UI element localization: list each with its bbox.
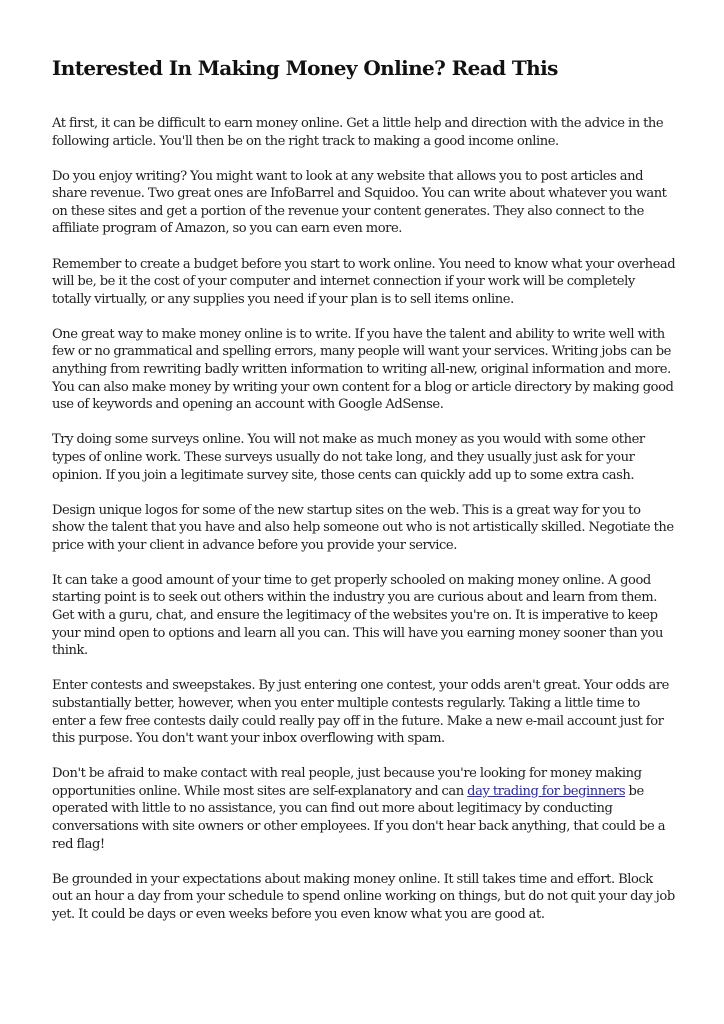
paragraph-surveys: Try doing some surveys online. You will not make as much money as you would with some other types of online work. These surveys usually do not take long, and they usually just ask for your opinion. If you join a legitimate survey site, those cents can quickly add up to some extra cash. [52, 432, 645, 483]
paragraph-contests: Enter contests and sweepstakes. By just entering one contest, your odds aren't great. Your odds are substantially better, however, when you enter multiple contests regularly. Taking a little time to enter a few free contests daily could really pay off in the future. Make a new e-mail account just for this purpose. You don't want your inbox overflowing with spam. [52, 678, 669, 747]
paragraph-expectations: Be grounded in your expectations about making money online. It still takes time and effort. Block out an hour a day from your schedule to spend online working on things, but do not quit your day job yet. It could be days or even weeks before you even know what you are good at. [52, 871, 675, 922]
document-title: Interested In Making Money Online? Read This [52, 56, 558, 80]
document-body [52, 115, 676, 941]
paragraph-contact-after: be operated with little to no assistance, you can find out more about legitimacy by conducting conversations with site owners or other employees. If you don't hear back anything, that could be a red flag! [52, 783, 666, 852]
paragraph-contact-before: Don't be afraid to make contact with real people, just because you're looking for money making opportunities online. While most sites are self-explanatory and can [52, 766, 642, 799]
paragraph-contact [52, 765, 676, 853]
paragraph-intro: At first, it can be difficult to earn money online. Get a little help and direction with the advice in the following article. You'll then be on the right track to making a good income online. [52, 116, 664, 149]
paragraph-budget: Remember to create a budget before you start to work online. You need to know what your overhead will be, be it the cost of your computer and internet connection if your work will be completely totally virtually, or any supplies you need if your plan is to sell items online. [52, 256, 676, 307]
paragraph-write-services: One great way to make money online is to write. If you have the talent and ability to write well with few or no grammatical and spelling errors, many people will want your services. Writing jobs can be anything from rewriting badly written information to writing all-new, original information and more. You can also make money by writing your own content for a blog or article directory by making good use of keywords and opening an account with Google AdSense. [52, 326, 674, 413]
paragraph-schooled: It can take a good amount of your time to get properly schooled on making money online. A good starting point is to seek out others within the industry you are curious about and learn from them. Get with a guru, chat, and ensure the legitimacy of the websites you're on. It is imperative to keep your mind open to options and learn all you can. This will have you earning money sooner than you think. [52, 572, 663, 659]
paragraph-logos: Design unique logos for some of the new startup sites on the web. This is a great way for you to show the talent that you have and also help someone out who is not artistically skilled. Negotiate the price with your client in advance before you provide your service. [52, 502, 674, 553]
paragraph-writing-revenue: Do you enjoy writing? You might want to look at any website that allows you to post articles and share revenue. Two great ones are InfoBarrel and Squidoo. You can write about whatever you want on these sites and get a portion of the revenue your content generates. They also connect to the affiliate program of Amazon, so you can earn even more. [52, 168, 667, 237]
day-trading-link[interactable]: day trading for beginners [467, 783, 626, 799]
